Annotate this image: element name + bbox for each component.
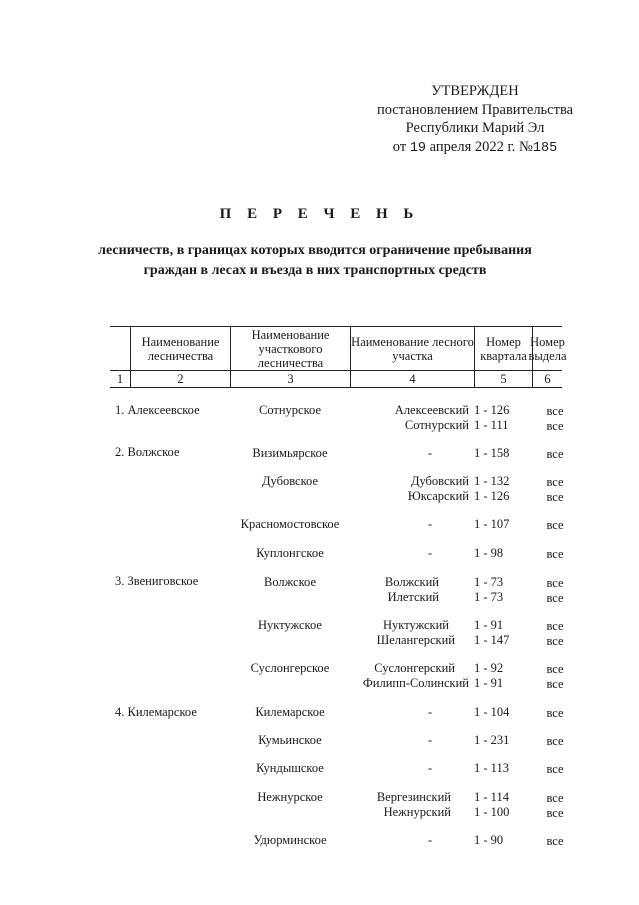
- approval-title: УТВЕРЖДЕН: [431, 83, 519, 99]
- district-name: Красномостовское: [240, 517, 340, 531]
- quarter-range: 1 - 100: [474, 805, 510, 819]
- district-name: Дубовское: [262, 474, 318, 488]
- forestry-name: 3. Звениговское: [115, 574, 199, 588]
- district-name: Куплонгское: [256, 546, 324, 560]
- quarter-range: 1 - 126: [474, 403, 510, 417]
- plot-name: Алексеевский: [394, 403, 469, 417]
- plot-name: -: [427, 733, 432, 747]
- subtitle-line-2: граждан в лесах и въезда в них транспортных средств: [143, 263, 487, 278]
- section-value: все: [546, 547, 564, 561]
- plot-name: -: [427, 517, 432, 531]
- plot-name: -: [427, 446, 432, 460]
- approval-line-2: постановлением Правительства: [376, 101, 574, 118]
- quarter-range: 1 - 73: [474, 575, 504, 589]
- plot-name: -: [427, 705, 432, 719]
- forestry-name: 4. Килемарское: [115, 705, 197, 719]
- quarter-range: 1 - 158: [474, 446, 510, 460]
- column-number: 1: [116, 371, 124, 386]
- approval-date-rest: апреля 2022 г. №: [429, 138, 533, 155]
- section-value: все: [546, 404, 564, 418]
- plot-name: Юксарский: [407, 489, 469, 503]
- document-title: П Е Р Е Ч Е Н Ь: [219, 206, 420, 222]
- quarter-range: 1 - 92: [474, 661, 504, 675]
- section-value: все: [546, 706, 564, 720]
- plot-name: Суслонгерский: [374, 661, 455, 675]
- district-name: Нуктужское: [258, 618, 322, 632]
- quarter-range: 1 - 132: [474, 474, 510, 488]
- plot-name: Шелангерский: [376, 633, 455, 647]
- plot-name: -: [427, 546, 432, 560]
- quarter-range: 1 - 114: [474, 790, 509, 804]
- quarter-range: 1 - 104: [474, 705, 510, 719]
- district-name: Сотнурское: [258, 403, 321, 417]
- quarter-range: 1 - 91: [474, 618, 504, 632]
- quarter-range: 1 - 147: [474, 633, 510, 647]
- section-value: все: [546, 475, 564, 489]
- quarter-range: 1 - 73: [474, 590, 504, 604]
- approval-line-3: Республики Марий Эл: [405, 120, 545, 136]
- plot-name: Волжский: [384, 575, 439, 589]
- column-number: 3: [287, 371, 294, 386]
- quarter-range: 1 - 111: [474, 418, 509, 432]
- section-value: все: [546, 591, 564, 605]
- header-plot: Наименование лесного участка: [351, 334, 474, 363]
- district-name: Нежнурское: [257, 790, 323, 804]
- plot-name: Дубовский: [410, 474, 469, 488]
- quarter-range: 1 - 231: [474, 733, 510, 747]
- plot-name: -: [427, 761, 432, 775]
- quarter-range: 1 - 126: [474, 489, 510, 503]
- district-name: Волжское: [263, 575, 316, 589]
- approval-date-prefix: от: [392, 138, 407, 155]
- district-name: Визимьярское: [252, 446, 328, 460]
- plot-name: Филипп-Солинский: [362, 676, 469, 690]
- header-quarter: Номер квартала: [480, 334, 527, 363]
- plot-name: -: [427, 833, 432, 847]
- district-name: Кундышское: [256, 761, 324, 775]
- section-value: все: [546, 619, 564, 633]
- section-value: все: [546, 734, 564, 748]
- section-value: все: [546, 791, 564, 805]
- district-name: Кумьинское: [258, 733, 322, 747]
- section-value: все: [546, 662, 564, 676]
- plot-name: Илетский: [387, 590, 439, 604]
- quarter-range: 1 - 91: [474, 676, 504, 690]
- header-section: Номер выдела: [528, 334, 567, 363]
- district-name: Удюрминское: [253, 833, 327, 847]
- quarter-range: 1 - 98: [474, 546, 504, 560]
- section-value: все: [546, 634, 564, 648]
- quarter-range: 1 - 113: [474, 761, 509, 775]
- column-number: 5: [500, 371, 507, 386]
- section-value: все: [546, 518, 564, 532]
- approval-date-day: 19: [409, 140, 427, 156]
- section-value: все: [546, 806, 564, 820]
- section-value: все: [546, 419, 564, 433]
- plot-name: Сотнурский: [404, 418, 469, 432]
- quarter-range: 1 - 90: [474, 833, 504, 847]
- section-value: все: [546, 677, 564, 691]
- header-district: Наименование участкового лесничества: [251, 327, 330, 370]
- forestry-name: 2. Волжское: [115, 445, 180, 459]
- district-name: Килемарское: [255, 705, 325, 719]
- column-number: 4: [409, 371, 416, 386]
- column-number: 6: [544, 371, 551, 386]
- plot-name: Нуктужский: [383, 618, 449, 632]
- section-value: все: [546, 447, 564, 461]
- approval-number: 185: [532, 140, 558, 156]
- quarter-range: 1 - 107: [474, 517, 510, 531]
- plot-name: Вергезинский: [376, 790, 451, 804]
- header-forestry: Наименование лесничества: [141, 334, 220, 363]
- section-value: все: [546, 762, 564, 776]
- subtitle-line-1: лесничеств, в границах которых вводится ограничение пребывания: [98, 243, 532, 258]
- forestry-name: 1. Алексеевское: [115, 403, 200, 417]
- column-number: 2: [177, 371, 184, 386]
- plot-name: Нежнурский: [383, 805, 451, 819]
- section-value: все: [546, 576, 564, 590]
- district-name: Суслонгерское: [250, 661, 330, 675]
- section-value: все: [546, 490, 564, 504]
- section-value: все: [546, 834, 564, 848]
